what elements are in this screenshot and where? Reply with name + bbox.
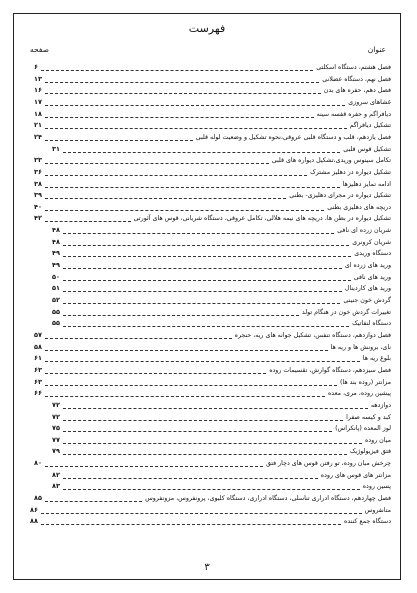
toc-entry-title: غشاهای سروزی (348, 98, 391, 106)
toc-entry[interactable] (14, 412, 402, 423)
toc-entry-page: ۳۶ (34, 167, 42, 176)
toc-entry-page: ۶۶ (34, 389, 42, 398)
toc-entry-title: تشکیل دیواره در دهلیز مشترک (310, 168, 391, 176)
toc-entry[interactable] (14, 342, 402, 353)
toc-entry-title: پیشین روده، مری، معده (327, 390, 391, 398)
toc-entry-page: ۱۳ (34, 74, 42, 83)
toc-entry[interactable] (14, 132, 402, 143)
toc-entry-page: ۶۱ (34, 354, 42, 363)
toc-leader-line (63, 280, 351, 281)
toc-entry-page: ۶۳ (34, 377, 42, 386)
toc-leader-line (41, 70, 313, 71)
toc-entry[interactable] (14, 109, 402, 120)
toc-entry-title: فصل دوازدهم، دستگاه تنفس، تشکیل جوانه های ریه، حنجره (234, 331, 391, 339)
toc-entry-page: ۷۹ (52, 447, 60, 456)
toc-entry[interactable] (14, 248, 402, 259)
toc-entry-title: ورید های زرده ای (344, 262, 391, 270)
toc-entry-page: ۴۲ (34, 214, 42, 223)
toc-entry-title: نای، برونش ها و ریه ها (330, 343, 391, 351)
toc-entry-page: ۵۰ (52, 272, 60, 281)
toc-leader-line (63, 443, 362, 444)
toc-entry-page: ۸۰ (34, 459, 42, 468)
column-header-title: عنوان (367, 45, 386, 54)
toc-entry-title: فصل یازدهم، قلب و دستگاه قلبی عروقی،نحوه تشکیل و وضعیت لوله قلبی (195, 133, 391, 141)
toc-leader-line (63, 478, 318, 479)
toc-leader-line (41, 524, 341, 525)
toc-entry-page: ۱۶ (34, 86, 42, 95)
toc-entry[interactable] (14, 155, 402, 166)
page-title: فهرست (188, 22, 226, 35)
toc-entry-title: ادامه تمایز دهلیزها (342, 180, 391, 188)
toc-leader-line (63, 454, 347, 455)
toc-entry-title: دریچه های دهلیزی بطنی (327, 203, 391, 211)
toc-entry-page: ۴۹ (52, 261, 60, 270)
toc-entry[interactable] (14, 190, 402, 201)
toc-entry-page: ۳۸ (34, 179, 42, 188)
toc-leader-line (63, 256, 351, 257)
toc-entry[interactable] (14, 435, 402, 446)
toc-entry-title: تشکیل دیافراگم (349, 122, 391, 130)
toc-entry-page: ۸۶ (30, 505, 38, 514)
toc-entry-title: دیافراگم و حفره قفسه سینه (316, 110, 391, 118)
toc-leader-line (45, 350, 328, 351)
toc-entry-page: ۶ (34, 63, 38, 71)
toc-leader-line (45, 373, 266, 374)
toc-entry-page: ۶۳ (34, 365, 42, 374)
toc-entry-page: ۵۱ (52, 284, 60, 293)
toc-entry-title: فصل هشتم، دستگاه اسکلتی (316, 64, 391, 71)
toc-leader-line (63, 291, 342, 292)
toc-entry[interactable] (14, 225, 402, 236)
toc-entry[interactable] (14, 202, 402, 213)
toc-leader-line (63, 233, 334, 234)
toc-entry[interactable] (14, 505, 402, 516)
toc-leader-line (45, 175, 307, 176)
toc-leader-line (45, 187, 340, 188)
toc-entry[interactable] (14, 481, 402, 492)
toc-entry-page: ۵۲ (52, 296, 60, 304)
toc-leader-line (63, 315, 299, 316)
toc-entry[interactable] (14, 283, 402, 294)
toc-leader-line (45, 163, 269, 164)
toc-entry-page: ۱۷ (34, 97, 42, 106)
toc-entry-page: ۳۹ (34, 191, 42, 200)
toc-entry-page: ۲۴ (34, 132, 42, 141)
toc-entry-page: ۸۲ (52, 470, 60, 479)
toc-leader-line (45, 198, 286, 199)
toc-entry-title: مزانتر های قوس های روده (320, 471, 391, 479)
toc-entry-page: ۱۸ (34, 109, 42, 118)
toc-entry-page: ۴۹ (52, 249, 60, 258)
toc-entry-title: فصل نهم، دستگاه عضلانی (322, 75, 391, 83)
toc-entry[interactable] (14, 295, 402, 306)
toc-entry-page: ۵۷ (34, 330, 42, 339)
toc-entry[interactable] (14, 62, 402, 73)
toc-entry-title: چرخش میان روده، تو رفتن قوس های دچار فتق (265, 460, 391, 468)
toc-entry-page: ۸۵ (34, 494, 42, 503)
toc-entry-page: ۴۸ (52, 237, 60, 246)
toc-leader-line (63, 245, 349, 246)
page-frame (13, 13, 401, 580)
toc-leader-line (63, 326, 349, 327)
toc-leader-line (63, 489, 360, 490)
toc-entry[interactable] (14, 365, 402, 376)
toc-leader-line (63, 152, 340, 153)
toc-entry-page: ۷۵ (52, 424, 60, 433)
toc-leader-line (41, 513, 362, 514)
toc-leader-line (45, 385, 337, 386)
toc-entry[interactable] (14, 446, 402, 457)
toc-entry-title: دستگاه وریدی (354, 250, 391, 258)
toc-entry-title: دوازدهه (370, 401, 391, 409)
toc-entry[interactable] (14, 307, 402, 318)
toc-entry[interactable] (14, 388, 402, 399)
toc-leader-line (45, 221, 131, 222)
toc-entry[interactable] (14, 260, 402, 271)
toc-entry[interactable] (14, 213, 402, 224)
toc-entry-title: کبد و کیسه صفرا (346, 413, 391, 421)
toc-entry[interactable] (14, 272, 402, 283)
toc-leader-line (63, 268, 342, 269)
toc-entry[interactable] (14, 400, 402, 411)
toc-entry[interactable] (14, 423, 402, 434)
toc-entry[interactable] (14, 493, 402, 504)
toc-entry-page: ۸۸ (30, 517, 38, 526)
toc-entry-title: شریان کرونری (352, 238, 391, 246)
toc-leader-line (45, 466, 263, 467)
toc-entry-page: ۴۰ (34, 202, 42, 211)
toc-entry-page: ۵۸ (34, 342, 42, 351)
toc-entry-title: ورید های کاردینال (344, 285, 391, 293)
toc-entry-title: تشکیل قوس قلبی (343, 145, 391, 153)
toc-leader-line (45, 93, 321, 94)
toc-entry-title: تشکیل دیواره در مجرای دهلیزی- بطنی (289, 192, 391, 200)
toc-entry-title: گردش خون جنینی (343, 297, 391, 304)
toc-entry-page: ۲۱ (34, 121, 42, 130)
toc-entry[interactable] (14, 120, 402, 131)
toc-entry-title: دستگاه لنفاتیک (352, 320, 391, 328)
toc-entry-title: بلوغ ریه ها (362, 355, 391, 363)
toc-leader-line (45, 140, 193, 141)
toc-entry-page: ۷۷ (52, 435, 60, 444)
toc-entry[interactable] (14, 85, 402, 96)
toc-leader-line (45, 117, 314, 118)
toc-entry[interactable] (14, 318, 402, 329)
toc-leader-line (63, 431, 332, 432)
toc-leader-line (45, 361, 360, 362)
toc-entry-title: فصل چهاردهم، دستگاه ادراری تناسلی، دستگاه ادراری، دستگاه کلیوی، پرونفروس، مزونفروس (145, 495, 391, 503)
toc-entry[interactable] (14, 458, 402, 469)
toc-entry-page: ۴۸ (52, 226, 60, 235)
toc-leader-line (45, 396, 325, 397)
toc-entry-title: مزانتر (روده بند ها) (339, 378, 391, 386)
toc-entry-title: ورید های نافی (353, 273, 391, 281)
toc-entry[interactable] (14, 144, 402, 155)
toc-entry-page: ۳۱ (52, 144, 60, 153)
toc-entry[interactable] (14, 470, 402, 481)
toc-leader-line (45, 82, 319, 83)
toc-entry[interactable] (14, 179, 402, 190)
footer-page-number: ۳ (204, 562, 210, 573)
toc-entry-page: ۸۳ (52, 482, 60, 491)
toc-entry-page: ۳۳ (34, 156, 42, 165)
toc-entry[interactable] (14, 237, 402, 248)
toc-entry-title: شریان زرده ای نافی (337, 227, 391, 235)
toc-entry[interactable] (14, 330, 402, 341)
toc-entry-title: تکامل سینوس وریدی،تشکیل دیواره های قلبی (271, 157, 391, 165)
toc-leader-line (45, 210, 324, 211)
toc-leader-line (63, 303, 340, 304)
toc-entry-title: متانفروس (364, 506, 391, 514)
toc-leader-line (63, 420, 343, 421)
toc-leader-line (45, 501, 142, 502)
toc-entry-page: ۷۲ (52, 412, 60, 421)
toc-entry-title: فتق فیزیولوژیک (349, 448, 391, 456)
toc-leader-line (45, 338, 232, 339)
toc-entry[interactable] (14, 167, 402, 178)
toc-leader-line (45, 128, 347, 129)
toc-entry-title: فصل سیزدهم، دستگاه گوارش، تقسیمات روده (269, 366, 391, 374)
toc-entry-page: ۵۵ (52, 307, 60, 316)
toc-entry-title: دستگاه جمع کننده (344, 518, 391, 526)
toc-entry[interactable] (14, 353, 402, 364)
toc-entry-title: تشکیل دیواره در بطن ها، دریچه های نیمه هلالی، تکامل عروقی، دستگاه شریانی، قوس های آئورتی (133, 215, 391, 223)
toc-entry-title: پسین روده (362, 483, 391, 491)
toc-entry[interactable] (14, 516, 402, 527)
toc-entry-title: لوز المعده (پانکراس) (335, 425, 391, 433)
toc-leader-line (45, 105, 345, 106)
toc-entry-title: میان روده (364, 436, 391, 444)
toc-entry-title: تغییرات گردش خون در هنگام تولد (301, 308, 391, 316)
column-header-page: صفحه (30, 45, 50, 54)
toc-entry[interactable] (14, 377, 402, 388)
toc-entry[interactable] (14, 74, 402, 85)
toc-entry-page: ۵۵ (52, 319, 60, 328)
toc-entry-title: فصل دهم، حفره های بدن (323, 87, 391, 95)
toc-entry-page: ۷۲ (52, 400, 60, 409)
toc-leader-line (63, 408, 368, 409)
toc-entry[interactable] (14, 97, 402, 108)
